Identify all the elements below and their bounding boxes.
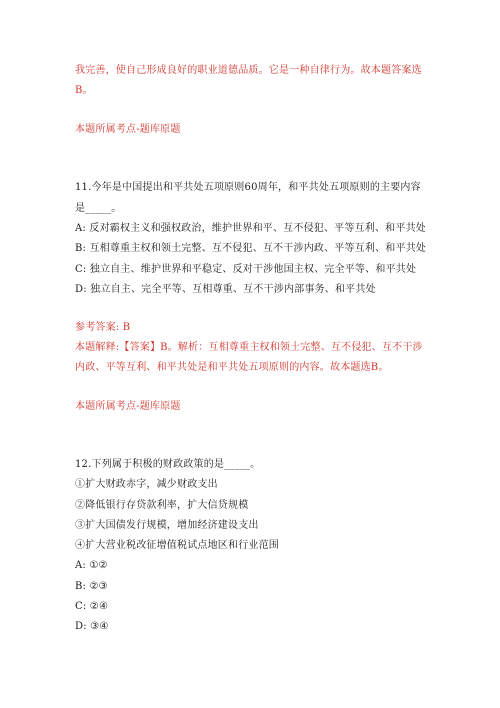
question-source-label: 本题所属考点-题库原题	[75, 401, 181, 412]
statement-item: ②降低银行存贷款利率，扩大信贷规模	[75, 500, 249, 511]
statement-item: ①扩大财政赤字，减少财政支出	[75, 479, 218, 490]
answer-explanation-line: 本题解释:【答案】B。解析：互相尊重主权和领土完整、互不侵犯、互不干涉	[75, 342, 423, 353]
reference-answer: 参考答案: B	[75, 322, 131, 333]
option-a: A: ①②	[75, 560, 108, 571]
statement-item: ④扩大营业税改征增值税试点地区和行业范围	[75, 540, 279, 551]
question-source-label: 本题所属考点-题库原题	[75, 124, 181, 135]
option-b: B: ②③	[75, 581, 108, 592]
statement-item: ③扩大国债发行规模，增加经济建设支出	[75, 520, 259, 531]
answer-explanation-line: 内政、平等互利、和平共处是和平共处五项原则的内容。故本题选B。	[75, 362, 389, 373]
question-stem: 是_____。	[75, 203, 122, 214]
option-b: B: 互相尊重主权和领土完整、互不侵犯、互不干涉内政、平等互利、和平共处	[75, 243, 427, 254]
option-c: C: ②④	[75, 601, 109, 612]
answer-explanation-line: 我完善，使自己形成良好的职业道德品质。它是一种自律行为。故本题答案选	[75, 65, 422, 76]
option-d: D: 独立自主、完全平等、互相尊重、互不干涉内部事务、和平共处	[75, 284, 376, 295]
question-stem: 12.下列属于积极的财政政策的是_____。	[75, 459, 261, 470]
question-stem: 11.今年是中国提出和平共处五项原则60周年，和平共处五项原则的主要内容	[75, 182, 421, 193]
option-c: C: 独立自主、维护世界和平稳定、反对干涉他国主权、完全平等、和平共处	[75, 264, 417, 275]
option-a: A: 反对霸权主义和强权政治，维护世界和平、互不侵犯、平等互利、和平共处	[75, 223, 426, 234]
option-d: D: ③④	[75, 621, 109, 632]
answer-explanation-line: B。	[75, 85, 93, 96]
